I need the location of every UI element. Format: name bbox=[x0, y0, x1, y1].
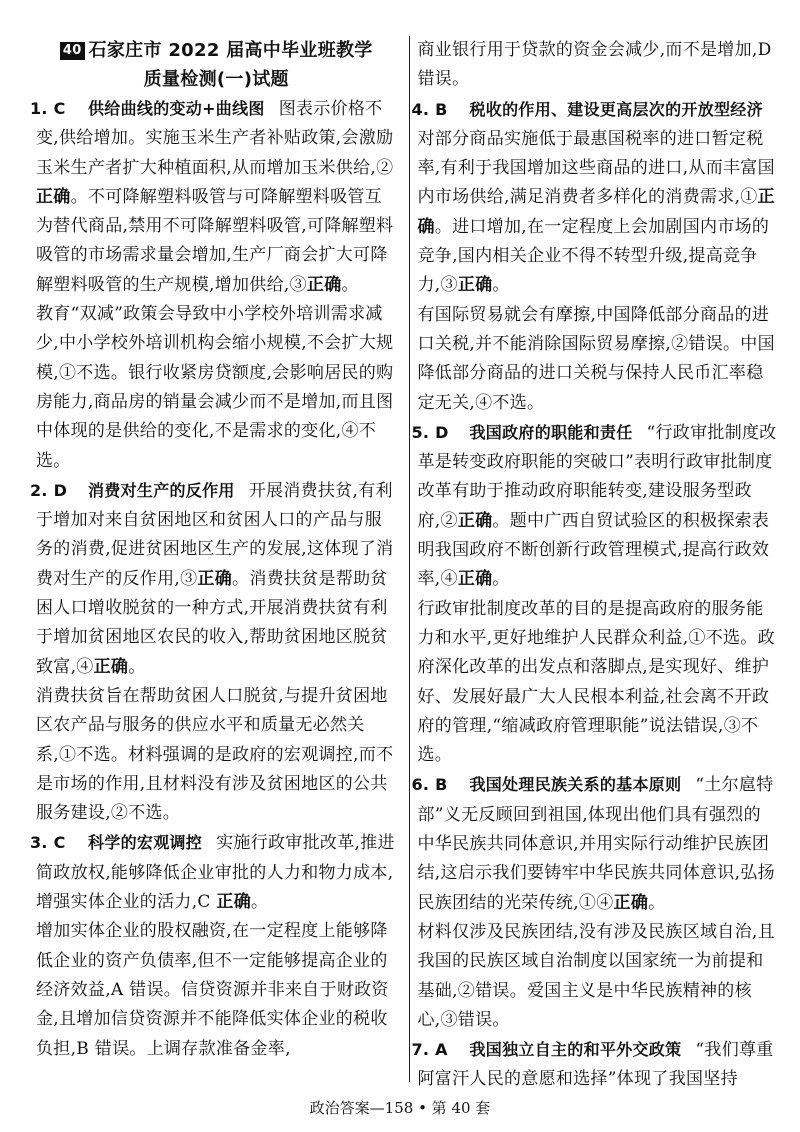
correct-mark: 正确 bbox=[417, 187, 775, 237]
answer-4-text-a: 对部分商品实施低于最惠国税率的进口暂定税率,有利于我国增加这些商品的进口,从而丰富国内市场供给,满足消费者多样化的消费需求,① bbox=[417, 128, 775, 208]
answer-1-text-c: 。 bbox=[341, 274, 359, 295]
correct-mark: 正确 bbox=[457, 569, 493, 590]
answer-1-text-b: 。不可降解塑料吸管与可降解塑料吸管互为替代商品,禁用不可降解塑料吸管,可降解塑料吸管的市场需求量会增加,生产厂商会扩大可降解塑料吸管的生产规模,增加供给,③ bbox=[36, 186, 394, 295]
correct-mark: 正确 bbox=[216, 892, 252, 913]
answer-6-text-a: “土尔扈特部”义无反顾回到祖国,体现出他们具有强烈的中华民族共同体意识,并用实际行动维护民族团结,这启示我们要铸牢中华民族共同体意识,弘扬民族团结的光荣传统,①④ bbox=[417, 775, 775, 913]
answer-2-text-c: 。 bbox=[128, 656, 146, 677]
answer-6-note: 材料仅涉及民族团结,没有涉及民族区域自治,且我国的民族区域自治制度以国家统一为前提和基础,②错误。爱国主义是中华民族精神的核心,③错误。 bbox=[417, 921, 775, 1030]
exam-title bbox=[36, 36, 397, 65]
answer-5-note: 行政审批制度改革的目的是提高政府的服务能力和水平,更好地维护人民群众利益,①不选。政府深化改革的出发点和落脚点,是实现好、维护好、发展好最广大人民根本利益,社会离不开政府的管理,“缩减政府管理职能”说法错误,③不选。 bbox=[417, 598, 775, 766]
answer-item-4 bbox=[411, 95, 779, 418]
answer-1-topic: 供给曲线的变动+曲线图 bbox=[88, 99, 265, 118]
correct-mark: 正确 bbox=[457, 275, 493, 296]
answer-2-topic: 消费对生产的反作用 bbox=[88, 480, 235, 500]
answer-4-key: 4. B bbox=[411, 99, 448, 119]
answer-6-key: 6. B bbox=[411, 775, 448, 795]
answer-3-continued: 商业银行用于贷款的资金会减少,而不是增加,D 错误。 bbox=[417, 40, 772, 90]
correct-mark: 正确 bbox=[36, 186, 71, 207]
answer-3-explanation bbox=[30, 828, 397, 917]
answer-1-text-a: 图表示价格不变,供给增加。实施玉米生产者补贴政策,会激励玉米生产者扩大种植面积,从而增加玉米供给,② bbox=[36, 99, 394, 178]
answer-1-explanation bbox=[30, 94, 397, 300]
answer-7-text-a: “我们尊重阿富汗人民的意愿和选择”体现了我国坚持 bbox=[417, 1040, 774, 1090]
answer-2-text-a: 开展消费扶贫,有利于增加对来自贫困地区和贫困人口的产品与服务的消费,促进贫困地区生产的发展,这体现了消费对生产的反作用,③ bbox=[36, 480, 394, 589]
answer-3-text-a: 实施行政审批改革,推进简政放权,能够降低企业审批的人力和物力成本,增强实体企业的活力,C bbox=[36, 833, 395, 913]
answer-4-topic: 税收的作用、建设更高层次的开放型经济 bbox=[469, 99, 763, 119]
answer-item-6 bbox=[411, 770, 779, 1035]
title-line-1: 石家庄市 2022 届高中毕业班教学 bbox=[88, 40, 373, 61]
answer-3-topic: 科学的宏观调控 bbox=[88, 833, 203, 853]
correct-mark: 正确 bbox=[457, 510, 493, 531]
correct-mark: 正确 bbox=[613, 892, 649, 913]
answer-4-note: 有国际贸易就会有摩擦,中国降低部分商品的进口关税,并不能消除国际贸易摩擦,②错误。中国降低部分商品的进口关税与保持人民币汇率稳定无关,④不选。 bbox=[417, 304, 775, 413]
column-divider bbox=[409, 36, 410, 1082]
answer-2-note: 消费扶贫旨在帮助贫困人口脱贫,与提升贫困地区农产品与服务的供应水平和质量无必然关系,①不选。材料强调的是政府的宏观调控,而不是市场的作用,且材料没有涉及贫困地区的公共服务建设,②不选。 bbox=[36, 685, 394, 824]
answer-5-key: 5. D bbox=[411, 422, 449, 442]
answer-6-explanation bbox=[411, 770, 779, 917]
answer-4-text-c: 。 bbox=[492, 275, 510, 296]
answer-6-topic: 我国处理民族关系的基本原则 bbox=[469, 775, 682, 795]
answer-3-text-b: 。 bbox=[251, 892, 269, 913]
answer-1-key: 1. C bbox=[30, 99, 66, 118]
correct-mark: 正确 bbox=[197, 568, 233, 589]
answer-7-topic: 我国独立自主的和平外交政策 bbox=[469, 1040, 682, 1060]
answer-item-7 bbox=[411, 1035, 779, 1095]
answer-5-explanation bbox=[411, 418, 779, 595]
answer-6-text-b: 。 bbox=[648, 892, 666, 913]
answer-4-text-b: 。进口增加,在一定程度上会加剧国内市场的竞争,国内相关企业不得不转型升级,提高竞争力,③ bbox=[417, 216, 770, 296]
answer-5-text-c: 。 bbox=[492, 569, 510, 590]
two-column-body bbox=[30, 36, 778, 1090]
left-column bbox=[30, 36, 409, 1082]
answer-5-topic: 我国政府的职能和责任 bbox=[469, 422, 633, 442]
answer-item-3 bbox=[30, 828, 397, 1063]
answer-2-key: 2. D bbox=[30, 480, 68, 500]
correct-mark: 正确 bbox=[93, 656, 129, 677]
answer-item-5 bbox=[411, 418, 779, 771]
set-number-badge: 40 bbox=[60, 42, 85, 60]
answer-7-key: 7. A bbox=[411, 1040, 448, 1060]
answer-item-1 bbox=[30, 94, 397, 476]
exam-title-line-2: 质量检测(一)试题 bbox=[143, 69, 289, 90]
page-footer: 政治答案—158 • 第 40 套 bbox=[309, 1099, 491, 1117]
answer-item-2 bbox=[30, 476, 397, 829]
answer-5-text-b: 。题中广西自贸试验区的积极探索表明我国政府不断创新行政管理模式,提高行政效率,④ bbox=[417, 510, 770, 590]
answer-3-note: 增加实体企业的股权融资,在一定程度上能够降低企业的资产负债率,但不一定能够提高企业的经济效益,A 错误。信贷资源并非来自于财政资金,且增加信贷资源并不能降低实体企业的税收负担,B 错误。上调存款准备金率, bbox=[36, 921, 389, 1059]
answer-3-key: 3. C bbox=[30, 833, 66, 853]
answer-5-text-a: “行政审批制度改革是转变政府职能的突破口”表明行政审批制度改革有助于推动政府职能转变,建设服务型政府,② bbox=[417, 422, 777, 531]
answer-2-explanation bbox=[30, 476, 397, 682]
answer-4-explanation bbox=[411, 95, 779, 301]
answer-2-text-b: 。消费扶贫是帮助贫困人口增收脱贫的一种方式,开展消费扶贫有利于增加贫困地区农民的收入,帮助贫困地区脱贫致富,④ bbox=[36, 568, 388, 677]
correct-mark: 正确 bbox=[306, 274, 342, 295]
answer-1-note: 教育“双减”政策会导致中小学校外培训需求减少,中小学校外培训机构会缩小规模,不会扩大规模,①不选。银行收紧房贷额度,会影响居民的购房能力,商品房的销量会减少而不是增加,而且图中体现的是供给的变化,不是需求的变化,④不选。 bbox=[36, 304, 394, 471]
answer-7-explanation bbox=[411, 1035, 779, 1095]
right-column bbox=[411, 36, 779, 1090]
